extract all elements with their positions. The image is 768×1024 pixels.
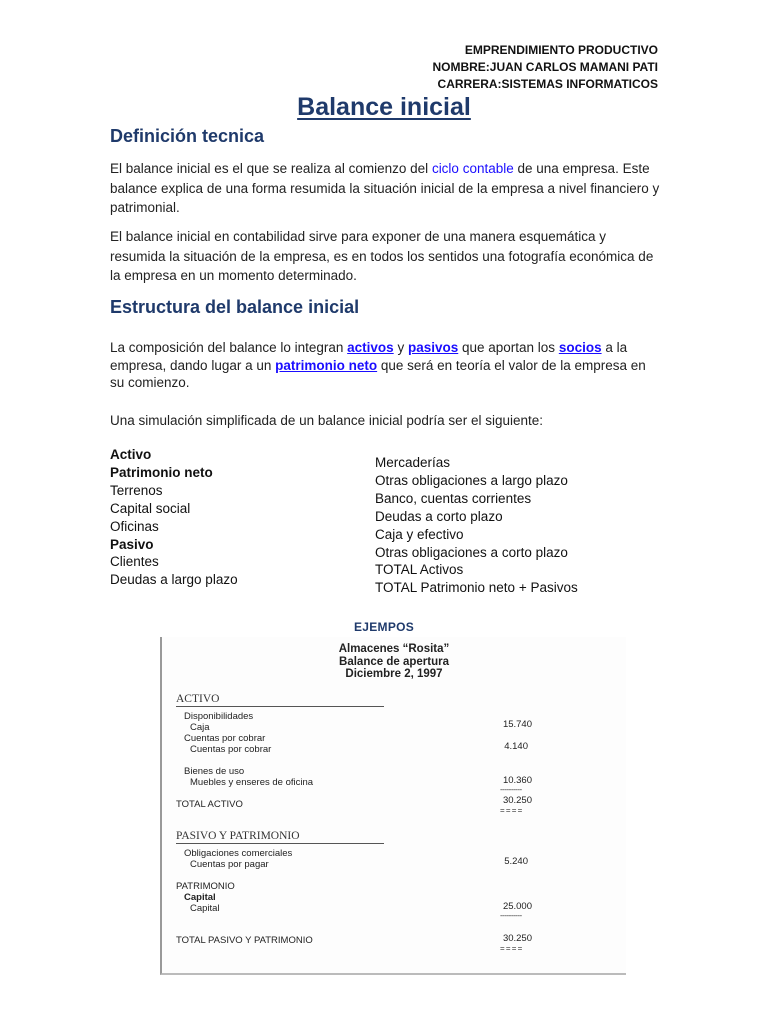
list-item: Clientes [110,554,159,570]
divider [176,706,384,707]
page-title [0,93,768,122]
link-activos[interactable]: activos [347,340,394,355]
list-item: Caja y efectivo [375,526,464,542]
balance-list-right [375,454,578,597]
balance-list-left [110,446,238,589]
list-item: Terrenos [110,482,163,498]
separator-dashes: ---------- [500,785,522,794]
list-item: TOTAL Activos [375,562,464,578]
row-label: Capital [190,903,220,914]
example-title-line: Balance de apertura [339,655,449,668]
row-label: Obligaciones comerciales [184,848,293,859]
list-item: Deudas a largo plazo [110,572,238,588]
paragraph-text: La composición del balance lo integran [110,340,348,355]
section-heading-estructura: Estructura del balance inicial [110,297,360,317]
row-label: Cuentas por cobrar [190,744,272,755]
list-item: TOTAL Patrimonio neto + Pasivos [375,580,578,596]
list-item: Otras obligaciones a largo plazo [375,472,568,488]
list-item: Capital social [110,500,191,516]
paragraph-text: a la empresa, dando lugar a un [110,340,628,373]
row-value: 25.000 [502,901,532,912]
row-value: 30.250 [502,795,532,806]
list-item: Oficinas [110,518,159,534]
divider [176,843,384,844]
paragraph-text: de una empresa. Este balance explica de una forma resumida la situación inicial de la empresa a nivel financiero y patrimonial. [110,161,660,215]
paragraph-text: que será en teoría el valor de la empresa en su comienzo. [110,357,646,390]
header-name: NOMBRE:JUAN CARLOS MAMANI PATI [432,60,658,74]
list-item: Activo [110,447,152,462]
activo-heading: ACTIVO [176,693,220,705]
row-label: Disponibilidades [184,711,254,722]
header-course: EMPRENDIMIENTO PRODUCTIVO [464,43,658,57]
row-label: Cuentas por pagar [190,859,269,870]
paragraph-composicion [110,339,660,392]
row-label: PATRIMONIO [176,881,235,892]
example-title-line: Diciembre 2, 1997 [345,668,443,680]
paragraph-simulacion: Una simulación simplificada de un balance inicial podría ser el siguiente: [110,413,543,428]
row-label: Bienes de uso [184,766,245,777]
separator-equals: = = = = [500,806,522,815]
row-label: Cuentas por cobrar [184,733,266,744]
row-label: TOTAL PASIVO Y PATRIMONIO [176,935,313,946]
list-item: Pasivo [110,536,154,552]
list-item: Otras obligaciones a corto plazo [375,544,568,560]
list-item: Mercaderías [375,455,451,470]
paragraph-text: y [393,340,408,355]
example-balance-image [160,637,626,975]
link-patrimonio-neto[interactable]: patrimonio neto [275,357,378,373]
paragraph-text: El balance inicial es el que se realiza al comienzo del [110,161,432,176]
page-title-text: Balance inicial [297,93,471,121]
link-pasivos[interactable]: pasivos [407,340,459,355]
row-label: Muebles y enseres de oficina [190,777,314,788]
paragraph-text: que aportan los [458,340,559,355]
pasivo-heading: PASIVO Y PATRIMONIO [176,830,300,842]
row-value: 4.140 [504,741,528,752]
separator-dashes: ---------- [500,911,522,920]
examples-label: EJEMPOS [353,620,415,634]
row-value: 5.240 [504,856,528,867]
row-label: TOTAL ACTIVO [176,799,243,810]
list-item: Banco, cuentas corrientes [375,490,532,506]
list-item: Deudas a corto plazo [375,508,503,524]
row-value: 15.740 [502,719,532,730]
example-title [162,643,626,681]
row-label: Capital [184,892,216,903]
example-title-line: Almacenes “Rosita” [338,643,450,655]
link-socios[interactable]: socios [558,340,602,355]
separator-equals: = = = = [500,944,522,953]
section-heading-definicion: Definición tecnica [110,126,265,146]
link-ciclo-contable[interactable]: ciclo contable [431,161,514,176]
row-value: 10.360 [502,775,532,786]
paragraph-definicion [110,159,660,218]
row-value: 30.250 [502,933,532,944]
paragraph-contabilidad: El balance inicial en contabilidad sirve para exponer de una manera esquemática y resumida la situación de la empresa, es en todos los sentidos una fotografía económica de la empresa en un momento determinado. [110,229,654,283]
list-item: Patrimonio neto [110,464,213,480]
document-header [432,42,658,93]
row-label: Caja [190,722,210,733]
header-career: CARRERA:SISTEMAS INFORMATICOS [437,77,658,91]
